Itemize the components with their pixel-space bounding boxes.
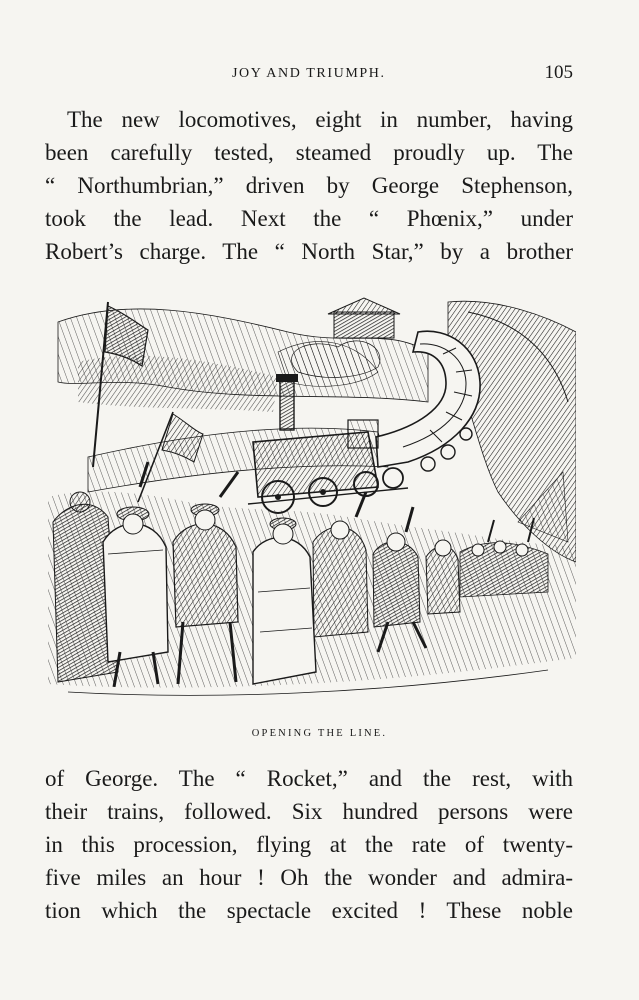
text-line: their trains, followed. Six hundred persons were [45,799,573,824]
text-line: The new locomotives, eight in number, having [67,107,573,132]
paragraph-top [45,103,573,268]
engraving-illustration [48,292,576,710]
running-title: JOY AND TRIUMPH. [232,66,386,81]
text-line: been carefully tested, steamed proudly up. The [45,140,573,165]
text-line: took the lead. Next the “ Phœnix,” under [45,206,573,231]
text-line: tion which the spectacle excited ! These noble [45,898,573,923]
text-line: five miles an hour ! Oh the wonder and admira- [45,865,573,890]
paragraph-bottom [45,762,573,927]
text-line: in this procession, flying at the rate of twenty- [45,832,573,857]
figure-caption: OPENING THE LINE. [251,728,388,739]
text-line: “ Northumbrian,” driven by George Stephenson, [45,173,573,198]
page-number: 105 [544,62,573,83]
text-line: Robert’s charge. The “ North Star,” by a brother [45,239,573,264]
text-line: of George. The “ Rocket,” and the rest, with [45,766,573,791]
distant-station [328,298,400,338]
running-head [0,62,639,86]
